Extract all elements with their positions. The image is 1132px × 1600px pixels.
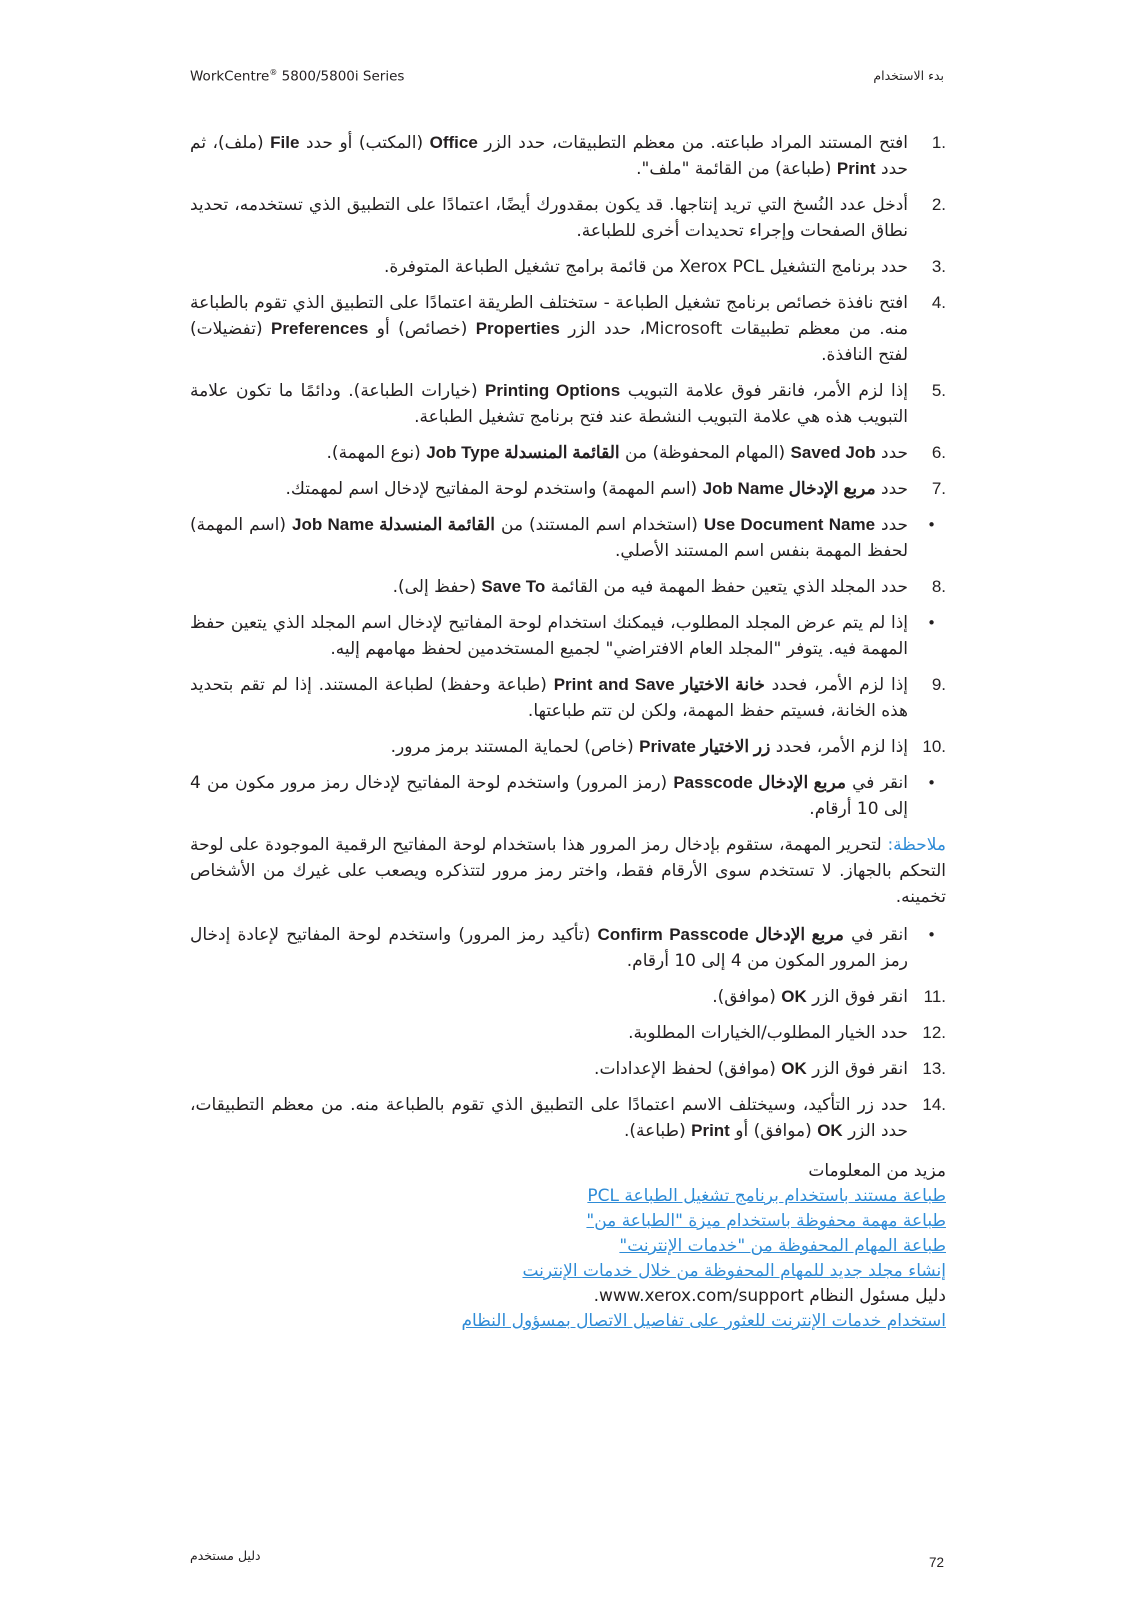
bold-term: Use Document Name <box>703 515 876 534</box>
step-text <box>190 1092 908 1144</box>
bullet-item <box>190 512 946 564</box>
step-item <box>190 1092 946 1144</box>
header-product <box>190 68 404 85</box>
bold-term: Preferences <box>271 319 369 338</box>
step-item <box>190 290 946 368</box>
step-9 <box>190 672 946 724</box>
bold-term: مربع الإدخال Passcode <box>673 773 846 792</box>
step-item <box>190 440 946 466</box>
text-run: (اسم المهمة) لحفظ المهمة بنفس اسم المستند الأصلي. <box>190 515 908 561</box>
text-run: حدد المجلد الذي يتعين حفظ المهمة فيه من القائمة <box>545 577 908 597</box>
step-number: 7. <box>931 479 946 498</box>
text-run: إذا لم يتم عرض المجلد المطلوب، فيمكنك استخدام لوحة المفاتيح لإدخال اسم المجلد الذي يتعين حفظ المهمة فيه. يتوفر "المجلد العام الافتراضي" لجميع المستخدمين لحفظ مهامهم إليه. <box>190 613 908 659</box>
bold-term: Saved Job <box>790 443 876 462</box>
link-create-folder[interactable]: إنشاء مجلد جديد للمهام المحفوظة من خلال خدمات الإنترنت <box>522 1261 946 1281</box>
bold-term: OK <box>781 987 807 1006</box>
product-series: 5800/5800i Series <box>277 68 405 85</box>
step-number: 5. <box>931 381 946 400</box>
note-block <box>190 832 946 910</box>
text-run: (طباعة وحفظ) لطباعة المستند. إذا لم تقم بتحديد هذه الخانة، فسيتم حفظ المهمة، ولكن لن تتم طباعتها. <box>190 675 908 721</box>
step-text <box>190 440 908 466</box>
bold-term: القائمة المنسدلة Job Name <box>292 515 496 534</box>
text-run: (خيارات الطباعة). ودائمًا ما تكون علامة التبويب هذه هي علامة التبويب النشطة عند فتح برنامج تشغيل الطباعة. <box>190 381 908 427</box>
text-run: افتح نافذة خصائص برنامج تشغيل الطباعة - ستختلف الطريقة اعتمادًا على التطبيق الذي تقوم بالطباعة منه. من معظم تطبيقات Microsoft، حدد الزر <box>190 293 908 339</box>
step-text <box>190 984 908 1010</box>
text-run: (ملف)، ثم حدد <box>190 133 908 179</box>
step-item <box>190 378 946 430</box>
step-number: 9. <box>931 675 946 694</box>
step-number: 14. <box>922 1095 946 1114</box>
text-run: (تفضيلات) لفتح النافذة. <box>190 319 908 365</box>
text-run: انقر فوق الزر <box>806 987 908 1007</box>
text-run: إذا لزم الأمر، فانقر فوق علامة التبويب <box>620 381 908 401</box>
step-item <box>190 672 946 724</box>
text-run: (طباعة). <box>623 1121 692 1141</box>
text-run: إذا لزم الأمر، فحدد <box>764 675 909 695</box>
note-label: ملاحظة: <box>887 835 946 855</box>
step-10 <box>190 734 946 760</box>
step-text <box>190 254 908 280</box>
step-number: 3. <box>931 257 946 276</box>
text-run: (اسم المهمة) واستخدم لوحة المفاتيح لإدخال اسم لمهمتك. <box>285 479 703 499</box>
bold-term: مربع الإدخال Confirm Passcode <box>597 925 844 944</box>
step-number: 2. <box>931 195 946 214</box>
bold-term: File <box>270 133 300 152</box>
text-run: (خصائص) أو <box>368 319 476 339</box>
bullet-dot: • <box>927 774 936 792</box>
text-run: حدد <box>875 515 909 535</box>
text-run: (خاص) لحماية المستند برمز مرور. <box>390 737 640 757</box>
step-number: 8. <box>931 577 946 596</box>
registered-mark: ® <box>269 68 278 77</box>
text-run: حدد <box>875 479 908 499</box>
bullet-text <box>190 922 908 974</box>
bullet-item <box>190 610 946 662</box>
header-section-title: بدء الاستخدام <box>873 68 944 83</box>
steps-list-end <box>190 984 946 1144</box>
text-run: حدد زر التأكيد، وسيختلف الاسم اعتمادًا على التطبيق الذي تقوم بالطباعة منه. من معظم التطبيقات، حدد الزر <box>190 1095 908 1141</box>
bullet-dot: • <box>927 926 936 944</box>
more-info-title: مزيد من المعلومات <box>808 1161 946 1181</box>
text-run: (استخدام اسم المستند) من <box>495 515 704 535</box>
text-run: (موافق) أو <box>729 1121 818 1141</box>
link-print-saved-jobs-internet-services[interactable]: طباعة المهام المحفوظة من "خدمات الإنترنت" <box>619 1236 946 1256</box>
steps-list <box>190 130 946 502</box>
bold-term: Properties <box>475 319 560 338</box>
link-print-saved-job-feature[interactable]: طباعة مهمة محفوظة باستخدام ميزة "الطباعة من" <box>586 1211 946 1231</box>
bullet-text <box>190 512 908 564</box>
text-run: حدد برنامج التشغيل Xerox PCL من قائمة برامج تشغيل الطباعة المتوفرة. <box>384 257 908 277</box>
step-item <box>190 254 946 280</box>
text-run: (تأكيد رمز المرور) واستخدم لوحة المفاتيح لإعادة إدخال رمز المرور المكون من 4 إلى 10 أرقام. <box>190 925 908 971</box>
link-print-pcl[interactable]: طباعة مستند باستخدام برنامج تشغيل الطباعة PCL <box>587 1186 946 1206</box>
bullet-text <box>190 770 908 822</box>
product-name: WorkCentre <box>190 68 270 85</box>
admin-guide-reference: دليل مسئول النظام www.xerox.com/support. <box>593 1286 946 1306</box>
step-text <box>190 1020 908 1046</box>
bold-term: خانة الاختيار Print and Save <box>553 675 765 694</box>
text-run: حدد الخيار المطلوب/الخيارات المطلوبة. <box>628 1023 908 1043</box>
bullet-text <box>190 610 908 662</box>
step-text <box>190 130 908 182</box>
bullet-dot: • <box>927 516 936 534</box>
step-item <box>190 130 946 182</box>
text-run: إذا لزم الأمر، فحدد <box>770 737 908 757</box>
bold-term: Office <box>429 133 478 152</box>
text-run: حدد <box>875 443 908 463</box>
step-number: 1. <box>931 133 946 152</box>
step-item <box>190 1020 946 1046</box>
bold-term: Print <box>691 1121 730 1140</box>
step-text <box>190 192 908 244</box>
text-run: انقر في <box>845 773 908 793</box>
step-item <box>190 574 946 600</box>
step-text <box>190 672 908 724</box>
more-info-section <box>190 1158 946 1334</box>
bullet-item <box>190 770 946 822</box>
step-item <box>190 984 946 1010</box>
bold-term: Save To <box>481 577 546 596</box>
bullet-item <box>190 922 946 974</box>
text-run: (رمز المرور) واستخدم لوحة المفاتيح لإدخال رمز مرور مكون من 4 إلى 10 أرقام. <box>190 773 908 819</box>
step-item <box>190 192 946 244</box>
text-run: (حفظ إلى). <box>392 577 482 597</box>
main-content <box>190 130 946 1334</box>
step-item <box>190 476 946 502</box>
step-text <box>190 574 908 600</box>
text-run: (المهام المحفوظة) من <box>619 443 791 463</box>
step-text <box>190 1056 908 1082</box>
note-text: لتحرير المهمة، ستقوم بإدخال رمز المرور هذا باستخدام لوحة المفاتيح الرقمية الموجودة على لوحة التحكم بالجهاز. لا تستخدم سوى الأرقام فقط، واختر رمز مرور لتتذكره ويصعب على غيرك من الأشخاص تخمينه. <box>190 835 946 907</box>
bold-term: Print <box>836 159 876 178</box>
step-number: 10. <box>922 737 946 756</box>
page-number: 72 <box>928 1555 944 1570</box>
step-text <box>190 734 908 760</box>
text-run: انقر فوق الزر <box>806 1059 908 1079</box>
step-number: 13. <box>922 1059 946 1078</box>
link-internet-services-admin[interactable]: استخدام خدمات الإنترنت للعثور على تفاصيل الاتصال بمسؤول النظام <box>461 1311 946 1331</box>
text-run: (طباعة) من القائمة "ملف". <box>636 159 837 179</box>
text-run: (المكتب) أو حدد <box>299 133 430 153</box>
bold-term: القائمة المنسدلة Job Type <box>426 443 620 462</box>
step-number: 6. <box>931 443 946 462</box>
bold-term: زر الاختيار Private <box>639 737 771 756</box>
footer-page-number-wrap <box>929 1552 944 1571</box>
step-number: 4. <box>931 293 946 312</box>
step-text <box>190 378 908 430</box>
bold-term: OK <box>817 1121 843 1140</box>
step-text <box>190 290 908 368</box>
text-run: (موافق) لحفظ الإعدادات. <box>594 1059 782 1079</box>
bullet-folder <box>190 610 946 662</box>
step-number: 11. <box>923 987 946 1006</box>
bullet-passcode <box>190 770 946 822</box>
step-item <box>190 734 946 760</box>
footer-guide-title: دليل مستخدم <box>190 1548 261 1563</box>
text-run: افتح المستند المراد طباعته. من معظم التطبيقات، حدد الزر <box>477 133 908 153</box>
step-text <box>190 476 908 502</box>
text-run: (موافق). <box>712 987 782 1007</box>
text-run: (نوع المهمة). <box>326 443 427 463</box>
bold-term: Printing Options <box>485 381 621 400</box>
bullet-dot: • <box>927 614 936 632</box>
step-8 <box>190 574 946 600</box>
text-run: انقر في <box>843 925 908 945</box>
step-number: 12. <box>922 1023 946 1042</box>
text-run: أدخل عدد النُسخ التي تريد إنتاجها. قد يكون بمقدورك أيضًا، اعتمادًا على التطبيق الذي تستخدمه، تحديد نطاق الصفحات وإجراء تحديدات أخرى للطباعة. <box>190 195 908 241</box>
bullet-confirm-passcode <box>190 922 946 974</box>
bold-term: OK <box>781 1059 807 1078</box>
bold-term: مربع الإدخال Job Name <box>702 479 876 498</box>
step-item <box>190 1056 946 1082</box>
bullet-use-document-name <box>190 512 946 564</box>
